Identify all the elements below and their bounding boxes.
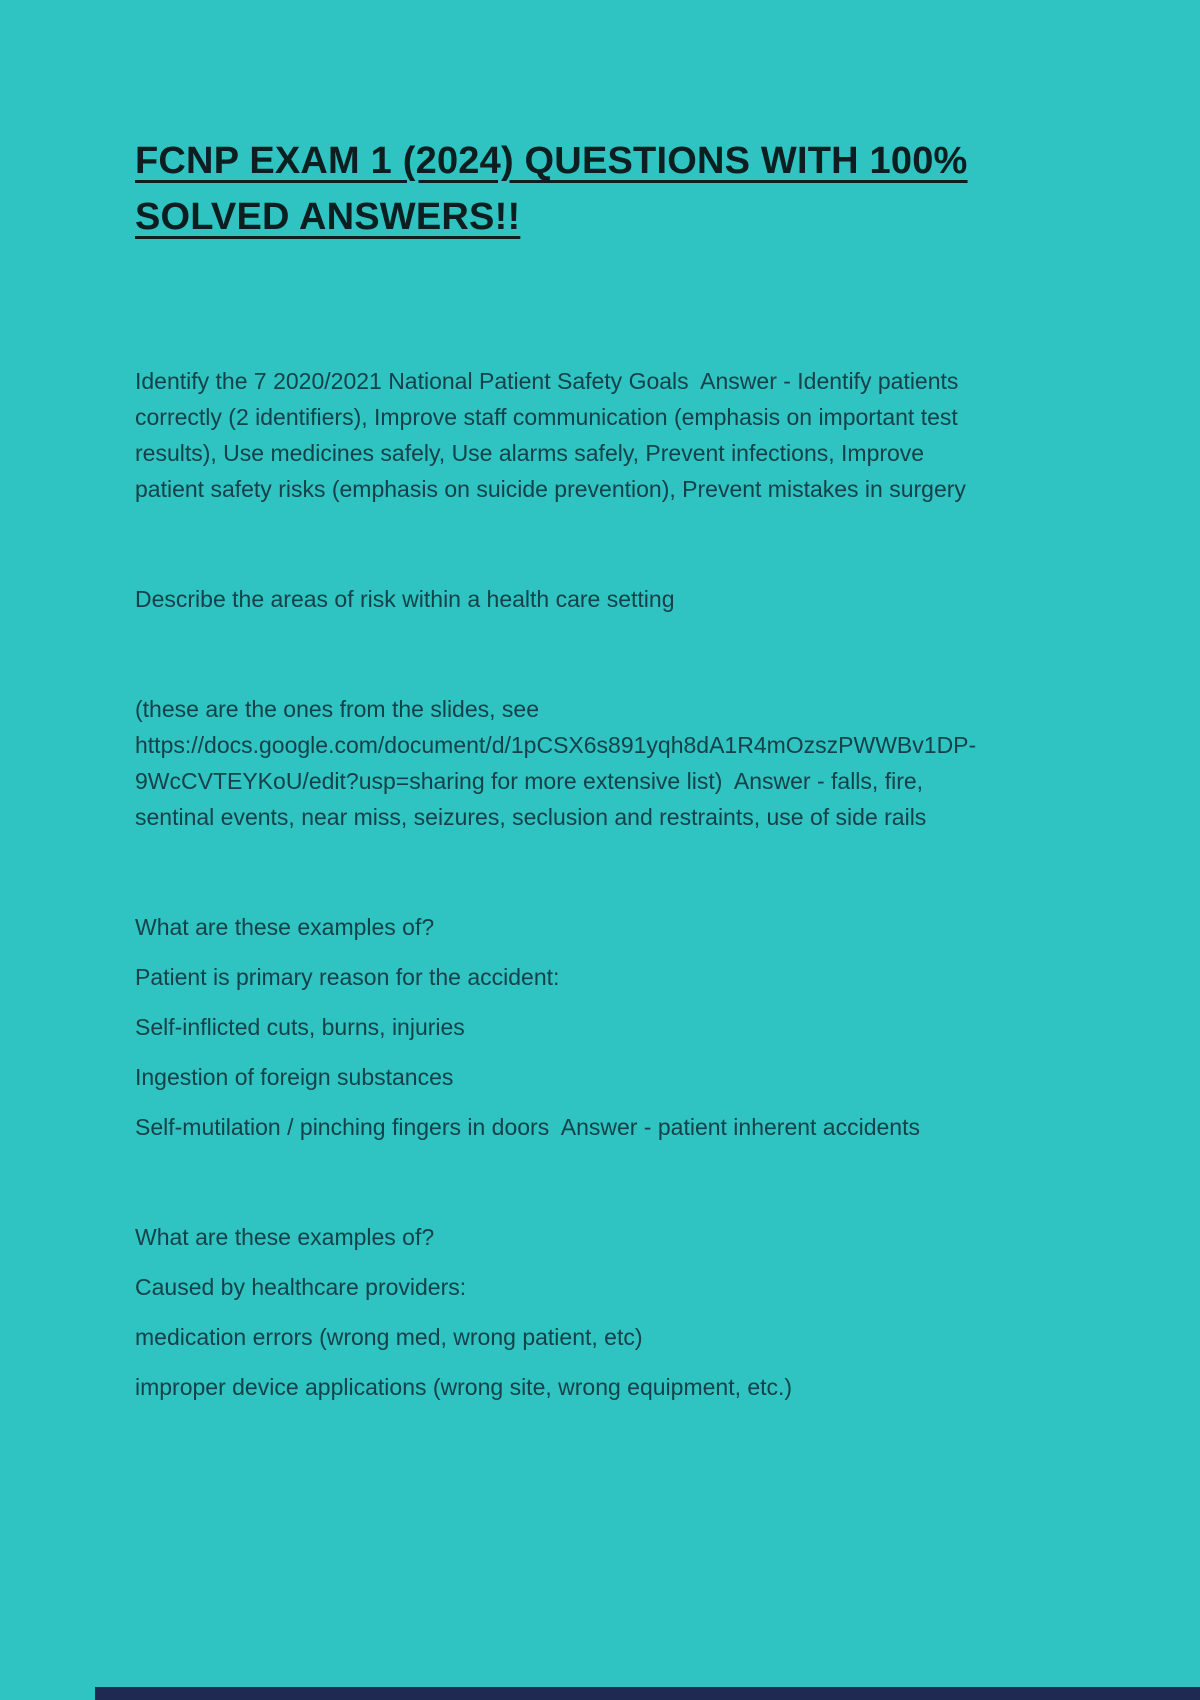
document-title [135, 133, 1000, 245]
question-answer-paragraph: Self-mutilation / pinching fingers in doors Answer - patient inherent accidents [135, 1114, 920, 1140]
qa-section-provider-caused [135, 1219, 995, 1405]
bottom-bar [95, 1687, 1200, 1700]
question-paragraph: What are these examples of? [135, 1224, 435, 1250]
list-item-paragraph: medication errors (wrong med, wrong patient, etc) [135, 1324, 643, 1350]
question-paragraph: What are these examples of? [135, 914, 435, 940]
list-item-paragraph: Patient is primary reason for the accident: [135, 964, 560, 990]
qa-section-patient-safety-goals [135, 363, 995, 507]
question-answer-paragraph-with-link: (these are the ones from the slides, see https://docs.google.com/document/d/1pCSX6s891yqh8dA1R4mOzszPWWBv1DP-9WcCVTEYKoU/edit?usp=sharing for more extensive list) Answer - falls, fire, sentinal events, near miss, seizures, seclusion and restraints, use of side rails [135, 696, 977, 830]
qa-section-patient-inherent-accidents [135, 909, 995, 1145]
question-answer-paragraph: Identify the 7 2020/2021 National Patient Safety Goals Answer - Identify patients correctly (2 identifiers), Improve staff communication (emphasis on important test results), Use medicines safely, Use alarms safely, Prevent infections, Improve patient safety risks (emphasis on suicide prevention), Prevent mistakes in surgery [135, 368, 966, 502]
qa-section-areas-of-risk-question [135, 581, 995, 617]
question-paragraph: Describe the areas of risk within a health care setting [135, 586, 675, 612]
qa-section-areas-of-risk-answer [135, 691, 995, 835]
document-title-line-1: FCNP EXAM 1 (2024) QUESTIONS WITH 100% [135, 140, 968, 182]
list-item-paragraph: Caused by healthcare providers: [135, 1274, 467, 1300]
list-item-paragraph: Self-inflicted cuts, burns, injuries [135, 1014, 465, 1040]
list-item-paragraph: improper device applications (wrong site, wrong equipment, etc.) [135, 1374, 793, 1400]
document-title-line-2: SOLVED ANSWERS!! [135, 196, 521, 238]
list-item-paragraph: Ingestion of foreign substances [135, 1064, 454, 1090]
